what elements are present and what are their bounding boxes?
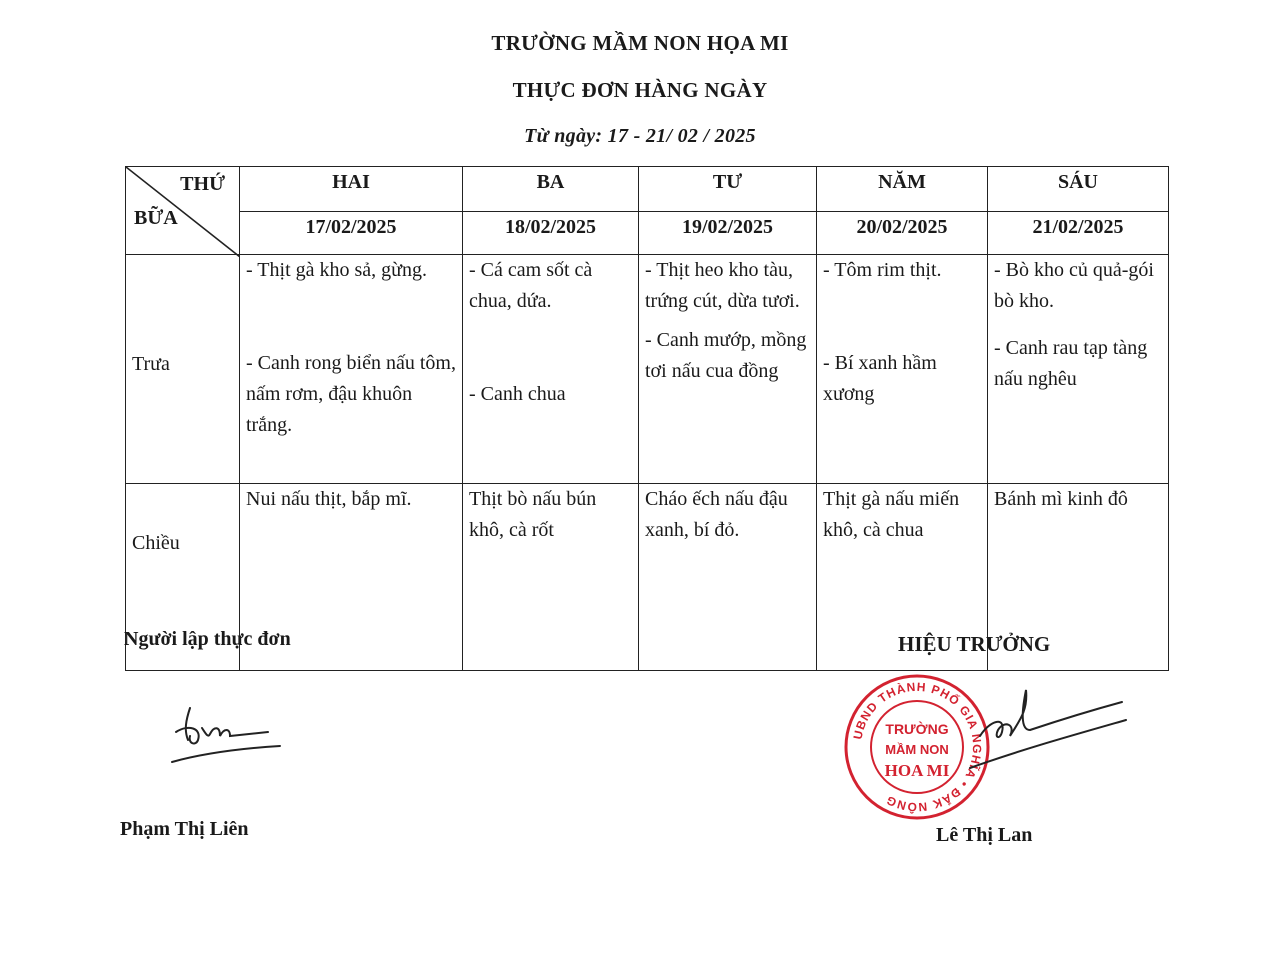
afternoon-cell-tue: Thịt bò nấu bún khô, cà rốt	[463, 484, 639, 671]
day-name-tue: BA	[463, 167, 639, 212]
lunch-soup: - Canh rong biển nấu tôm, nấm rơm, đậu khuôn trắng.	[246, 352, 456, 436]
day-name-mon: HAI	[240, 167, 463, 212]
menu-title: THỰC ĐƠN HÀNG NGÀY	[512, 78, 768, 102]
lunch-cell-thu	[817, 255, 988, 484]
day-name-thu: NĂM	[817, 167, 988, 212]
corner-day-label: THỨ	[180, 173, 225, 195]
principal-name: Lê Thị Lan	[936, 824, 1033, 846]
date-range: Từ ngày: 17 - 21/ 02 / 2025	[524, 125, 756, 147]
date-wed: 19/02/2025	[639, 212, 817, 255]
date-thu: 20/02/2025	[817, 212, 988, 255]
date-header-row	[126, 212, 1169, 255]
lunch-cell-mon	[240, 255, 463, 484]
maker-handwritten-signature	[168, 700, 288, 770]
lunch-soup: - Canh rau tạp tàng nấu nghêu	[994, 337, 1148, 390]
lunch-main-dish: - Bò kho củ quả-gói bò kho.	[994, 259, 1154, 312]
lunch-cell-wed	[639, 255, 817, 484]
menu-maker-role: Người lập thực đơn	[124, 628, 291, 650]
corner-meal-label: BỮA	[134, 207, 178, 229]
stamp-ring-text: UBND THÀNH PHỐ GIA NGHĨA • ĐẮK NÔNG	[850, 679, 985, 815]
day-name-fri: SÁU	[988, 167, 1169, 212]
lunch-soup: - Bí xanh hầm xương	[823, 352, 937, 405]
stamp-line-1: TRƯỜNG	[885, 721, 949, 737]
day-header-row	[126, 167, 1169, 212]
stamp-line-2: MẦM NON	[885, 742, 949, 757]
lunch-soup: - Canh chua	[469, 383, 566, 405]
lunch-main-dish: - Cá cam sốt cà chua, dứa.	[469, 259, 593, 312]
lunch-row	[126, 255, 1169, 484]
principal-handwritten-signature	[950, 680, 1130, 770]
menu-maker-name: Phạm Thị Liên	[120, 818, 249, 840]
lunch-label: Trưa	[126, 255, 240, 484]
lunch-main-dish: - Thịt heo kho tàu, trứng cút, dừa tươi.	[645, 259, 800, 312]
menu-table	[125, 166, 1169, 671]
lunch-cell-tue	[463, 255, 639, 484]
corner-header-cell	[126, 167, 240, 255]
school-name: TRƯỜNG MẦM NON HỌA MI	[491, 31, 789, 55]
lunch-main-dish: - Thịt gà kho sả, gừng.	[246, 259, 428, 281]
lunch-cell-fri	[988, 255, 1169, 484]
day-name-wed: TƯ	[639, 167, 817, 212]
afternoon-label: Chiều	[126, 484, 240, 671]
lunch-soup: - Canh mướp, mồng tơi nấu cua đồng	[645, 329, 807, 382]
date-mon: 17/02/2025	[240, 212, 463, 255]
afternoon-cell-fri: Bánh mì kinh đô	[988, 484, 1169, 671]
principal-role: HIỆU TRƯỞNG	[898, 632, 1051, 656]
date-tue: 18/02/2025	[463, 212, 639, 255]
afternoon-cell-thu: Thịt gà nấu miến khô, cà chua	[817, 484, 988, 671]
lunch-main-dish: - Tôm rim thịt.	[823, 259, 942, 281]
stamp-line-3: HOA MI	[884, 761, 950, 780]
afternoon-cell-mon: Nui nấu thịt, bắp mĩ.	[240, 484, 463, 671]
date-fri: 21/02/2025	[988, 212, 1169, 255]
afternoon-cell-wed: Cháo ếch nấu đậu xanh, bí đỏ.	[639, 484, 817, 671]
